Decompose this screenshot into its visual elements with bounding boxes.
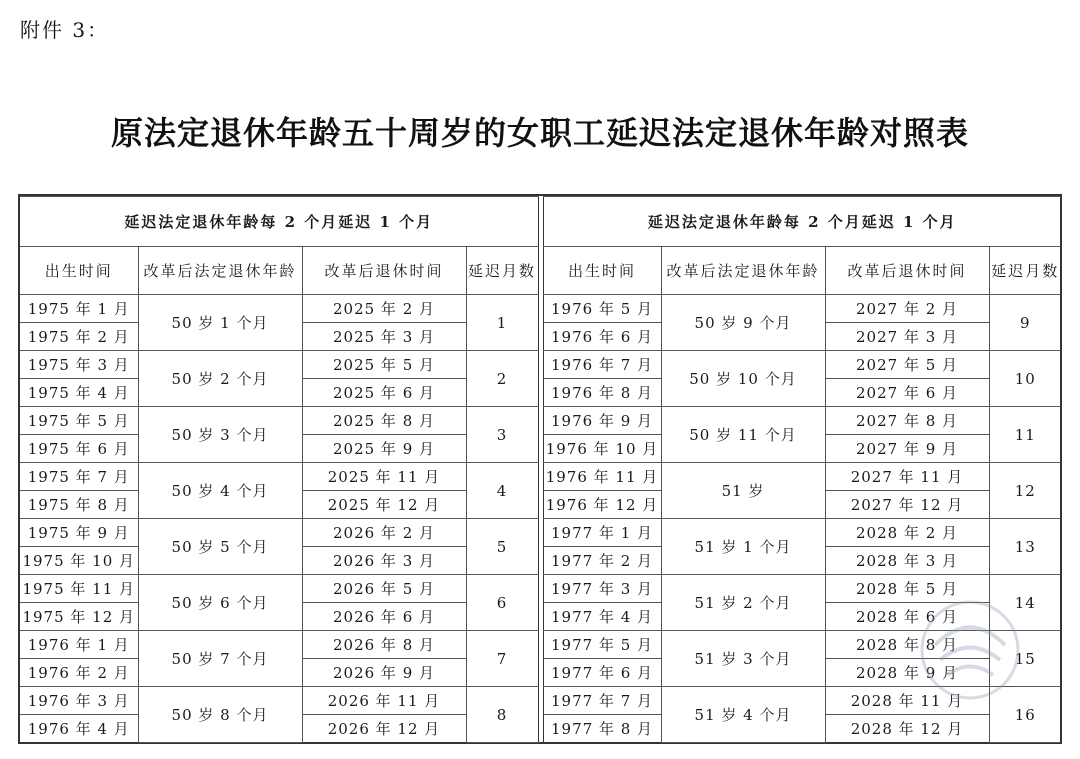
retire-age-cell: 50 岁 10 个月	[661, 351, 825, 407]
table-row	[20, 687, 538, 715]
right-table	[543, 196, 1062, 743]
birth-time-cell: 1977 年 3 月	[543, 575, 661, 603]
retire-time-cell: 2028 年 12 月	[825, 715, 989, 743]
delay-months-cell: 15	[989, 631, 1061, 687]
retire-time-cell: 2027 年 12 月	[825, 491, 989, 519]
birth-time-cell: 1975 年 10 月	[20, 547, 138, 575]
birth-time-cell: 1977 年 8 月	[543, 715, 661, 743]
retire-age-cell: 51 岁 1 个月	[661, 519, 825, 575]
retire-time-cell: 2028 年 5 月	[825, 575, 989, 603]
birth-time-cell: 1976 年 2 月	[20, 659, 138, 687]
retire-time-cell: 2026 年 6 月	[302, 603, 466, 631]
birth-time-cell: 1976 年 7 月	[543, 351, 661, 379]
birth-time-cell: 1977 年 6 月	[543, 659, 661, 687]
retire-time-cell: 2027 年 5 月	[825, 351, 989, 379]
birth-time-cell: 1975 年 9 月	[20, 519, 138, 547]
retire-time-cell: 2028 年 6 月	[825, 603, 989, 631]
retire-time-cell: 2026 年 8 月	[302, 631, 466, 659]
delay-months-cell: 11	[989, 407, 1061, 463]
delay-months-cell: 5	[466, 519, 538, 575]
birth-time-cell: 1977 年 1 月	[543, 519, 661, 547]
table-row	[543, 351, 1061, 379]
birth-time-cell: 1975 年 6 月	[20, 435, 138, 463]
birth-time-cell: 1975 年 8 月	[20, 491, 138, 519]
retire-time-cell: 2027 年 6 月	[825, 379, 989, 407]
delay-months-cell: 8	[466, 687, 538, 743]
comparison-tables	[18, 194, 1062, 744]
col-birth-time-header: 出生时间	[543, 247, 661, 295]
retire-time-cell: 2027 年 2 月	[825, 295, 989, 323]
retire-time-cell: 2028 年 8 月	[825, 631, 989, 659]
table-row	[20, 519, 538, 547]
birth-time-cell: 1976 年 9 月	[543, 407, 661, 435]
left-table	[20, 196, 539, 743]
delay-months-cell: 4	[466, 463, 538, 519]
retire-age-cell: 50 岁 9 个月	[661, 295, 825, 351]
birth-time-cell: 1977 年 7 月	[543, 687, 661, 715]
attachment-label: 附件 3：	[20, 18, 110, 42]
delay-months-cell: 3	[466, 407, 538, 463]
retire-time-cell: 2028 年 9 月	[825, 659, 989, 687]
retire-age-cell: 50 岁 7 个月	[138, 631, 302, 687]
page-title: 原法定退休年龄五十周岁的女职工延迟法定退休年龄对照表	[110, 114, 969, 152]
table-row	[543, 631, 1061, 659]
birth-time-cell: 1975 年 11 月	[20, 575, 138, 603]
retire-time-cell: 2026 年 2 月	[302, 519, 466, 547]
birth-time-cell: 1975 年 5 月	[20, 407, 138, 435]
birth-time-cell: 1975 年 4 月	[20, 379, 138, 407]
col-retire-time-header: 改革后退休时间	[302, 247, 466, 295]
birth-time-cell: 1976 年 5 月	[543, 295, 661, 323]
table-row	[543, 295, 1061, 323]
birth-time-cell: 1977 年 2 月	[543, 547, 661, 575]
retire-time-cell: 2025 年 9 月	[302, 435, 466, 463]
table-row	[20, 351, 538, 379]
birth-time-cell: 1976 年 11 月	[543, 463, 661, 491]
birth-time-cell: 1977 年 5 月	[543, 631, 661, 659]
delay-months-cell: 13	[989, 519, 1061, 575]
col-retire-age-header: 改革后法定退休年龄	[138, 247, 302, 295]
retire-age-cell: 50 岁 2 个月	[138, 351, 302, 407]
retire-time-cell: 2025 年 2 月	[302, 295, 466, 323]
delay-months-cell: 14	[989, 575, 1061, 631]
delay-months-cell: 1	[466, 295, 538, 351]
table-row	[543, 407, 1061, 435]
retire-time-cell: 2025 年 6 月	[302, 379, 466, 407]
birth-time-cell: 1976 年 12 月	[543, 491, 661, 519]
retire-age-cell: 50 岁 3 个月	[138, 407, 302, 463]
birth-time-cell: 1975 年 12 月	[20, 603, 138, 631]
birth-time-cell: 1976 年 3 月	[20, 687, 138, 715]
delay-months-cell: 2	[466, 351, 538, 407]
birth-time-cell: 1975 年 7 月	[20, 463, 138, 491]
birth-time-cell: 1976 年 10 月	[543, 435, 661, 463]
birth-time-cell: 1975 年 3 月	[20, 351, 138, 379]
retire-time-cell: 2028 年 3 月	[825, 547, 989, 575]
birth-time-cell: 1976 年 8 月	[543, 379, 661, 407]
retire-age-cell: 50 岁 11 个月	[661, 407, 825, 463]
retire-age-cell: 51 岁 4 个月	[661, 687, 825, 743]
table-row	[20, 295, 538, 323]
retire-time-cell: 2026 年 3 月	[302, 547, 466, 575]
birth-time-cell: 1977 年 4 月	[543, 603, 661, 631]
delay-months-cell: 12	[989, 463, 1061, 519]
retire-time-cell: 2026 年 5 月	[302, 575, 466, 603]
table-row	[20, 631, 538, 659]
retire-age-cell: 50 岁 8 个月	[138, 687, 302, 743]
col-birth-time-header: 出生时间	[20, 247, 138, 295]
retire-time-cell: 2025 年 11 月	[302, 463, 466, 491]
retire-time-cell: 2027 年 3 月	[825, 323, 989, 351]
table-row	[543, 519, 1061, 547]
table-row	[20, 575, 538, 603]
retire-age-cell: 50 岁 1 个月	[138, 295, 302, 351]
retire-time-cell: 2027 年 11 月	[825, 463, 989, 491]
delay-months-cell: 7	[466, 631, 538, 687]
retire-time-cell: 2028 年 2 月	[825, 519, 989, 547]
col-delay-months-header: 延迟月数	[466, 247, 538, 295]
table-row	[20, 463, 538, 491]
table-header: 延迟法定退休年龄每 2 个月延迟 1 个月	[20, 197, 538, 247]
delay-months-cell: 6	[466, 575, 538, 631]
retire-time-cell: 2025 年 5 月	[302, 351, 466, 379]
birth-time-cell: 1976 年 4 月	[20, 715, 138, 743]
birth-time-cell: 1976 年 6 月	[543, 323, 661, 351]
col-retire-time-header: 改革后退休时间	[825, 247, 989, 295]
table-row	[543, 687, 1061, 715]
table-row	[20, 407, 538, 435]
retire-age-cell: 51 岁	[661, 463, 825, 519]
col-delay-months-header: 延迟月数	[989, 247, 1061, 295]
retire-time-cell: 2027 年 9 月	[825, 435, 989, 463]
birth-time-cell: 1975 年 1 月	[20, 295, 138, 323]
retire-time-cell: 2027 年 8 月	[825, 407, 989, 435]
retire-time-cell: 2025 年 3 月	[302, 323, 466, 351]
retire-age-cell: 50 岁 6 个月	[138, 575, 302, 631]
retire-time-cell: 2025 年 8 月	[302, 407, 466, 435]
table-row	[543, 463, 1061, 491]
retire-age-cell: 51 岁 3 个月	[661, 631, 825, 687]
delay-months-cell: 10	[989, 351, 1061, 407]
birth-time-cell: 1975 年 2 月	[20, 323, 138, 351]
retire-age-cell: 50 岁 4 个月	[138, 463, 302, 519]
retire-time-cell: 2026 年 12 月	[302, 715, 466, 743]
birth-time-cell: 1976 年 1 月	[20, 631, 138, 659]
delay-months-cell: 16	[989, 687, 1061, 743]
retire-time-cell: 2026 年 11 月	[302, 687, 466, 715]
retire-age-cell: 51 岁 2 个月	[661, 575, 825, 631]
retire-time-cell: 2026 年 9 月	[302, 659, 466, 687]
retire-time-cell: 2028 年 11 月	[825, 687, 989, 715]
col-retire-age-header: 改革后法定退休年龄	[661, 247, 825, 295]
delay-months-cell: 9	[989, 295, 1061, 351]
retire-time-cell: 2025 年 12 月	[302, 491, 466, 519]
table-row	[543, 575, 1061, 603]
table-header: 延迟法定退休年龄每 2 个月延迟 1 个月	[543, 197, 1061, 247]
retire-age-cell: 50 岁 5 个月	[138, 519, 302, 575]
